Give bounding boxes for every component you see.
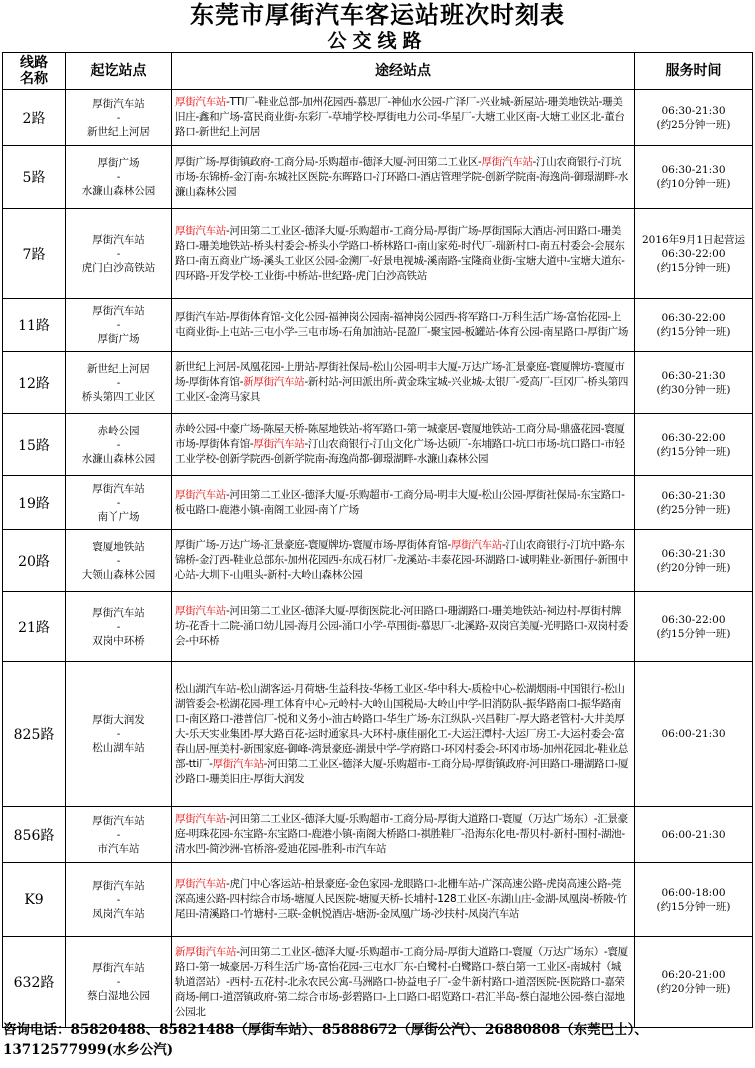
service-time-line: 06:30-22:00 xyxy=(661,312,726,324)
terminal-line: - xyxy=(116,376,121,389)
service-time-line: 06:30-21:30 xyxy=(661,547,726,560)
terminal-line: 凤岗汽车站 xyxy=(92,907,145,920)
terminal-line: 厚街汽车站 xyxy=(92,879,145,892)
service-time xyxy=(635,299,753,352)
stop-segment: 厚街广场-万达广场-汇景豪庭-寰厦牌坊-寰厦市场-厚街体育馆- xyxy=(175,539,451,551)
route-terminals xyxy=(66,299,172,352)
route-terminals xyxy=(66,209,172,299)
service-time xyxy=(635,937,753,1028)
service-time-line: (约10分钟一班) xyxy=(656,178,731,190)
service-time-line: (约20分钟一班) xyxy=(656,561,731,574)
service-time-line: 06:30-22:00 xyxy=(661,247,726,260)
route-row xyxy=(3,476,753,530)
route-terminals xyxy=(66,530,172,592)
service-time-line: 06:00-21:30 xyxy=(661,828,726,841)
route-row xyxy=(3,937,753,1028)
stop-segment: -新村站-河田派出所-黄金珠宝城-兴业城-太银厂-爱高厂-巨冈厂-桥头第四工业区-金湾马家具 xyxy=(175,376,629,403)
service-time-line: (约15分钟一班) xyxy=(656,627,731,640)
highlighted-station: 厚街汽车站 xyxy=(212,757,264,770)
terminal-line: - xyxy=(116,111,121,124)
service-time-line: (约20分钟一班) xyxy=(656,983,731,995)
service-time-line: (约15分钟一班) xyxy=(656,445,731,458)
route-row xyxy=(3,807,753,863)
terminal-line: 厚街广场 xyxy=(97,157,140,169)
service-time xyxy=(635,414,753,476)
route-name: 7路 xyxy=(3,209,66,299)
route-stops xyxy=(172,592,635,662)
route-row xyxy=(3,146,753,209)
route-name: 2路 xyxy=(3,90,66,146)
route-stops xyxy=(172,937,635,1028)
stop-segment: -河田第二工业区-德泽大厦-乐购超市-工商分局-厚街广场-厚街国际大酒店-河田路口-珊美路口-珊美地铁站-桥头村委会-桥头小学路口-桥林路口-南山家苑-时代厂-瑞新村口-南五村委会-会展东路口-南五商业广场-溪头工业区公园-金溯厂-好景电视城-溪南路-宝隆商业街-宝塘大道中-宝塘大道东-四环路-开发学校-工业街-中桥站-世纪路-虎门白沙高铁站 xyxy=(175,224,625,282)
service-time xyxy=(635,592,753,662)
terminal-line: 厚街汽车站 xyxy=(92,814,145,827)
route-name: 19路 xyxy=(3,476,66,530)
route-stops xyxy=(172,299,635,352)
service-time-line: (约15分钟一班) xyxy=(656,900,731,913)
header-stops: 途经站点 xyxy=(172,53,635,90)
route-terminals xyxy=(66,863,172,937)
terminal-line: 虎门白沙高铁站 xyxy=(81,261,156,274)
terminal-line: 桥头第四工业区 xyxy=(81,390,156,403)
service-time xyxy=(635,530,753,592)
terminal-line: - xyxy=(116,438,121,451)
stop-segment: 赤岭公园-中豪广场-陈屋天桥-陈屋地铁站-将军路口-第一城豪居-寰厦地铁站-工商分局-鼎盛花园-寰厦市场-厚街体育馆- xyxy=(175,423,625,450)
terminal-line: 大领山森林公园 xyxy=(81,568,156,581)
route-terminals xyxy=(66,937,172,1028)
service-time xyxy=(635,90,753,146)
terminal-line: 松山湖车站 xyxy=(92,742,145,754)
terminal-line: - xyxy=(116,976,121,988)
service-time-line: 06:30-21:30 xyxy=(661,489,726,502)
terminal-line: - xyxy=(116,171,121,183)
page-title: 东莞市厚街汽车客运站班次时刻表 xyxy=(190,0,565,29)
route-stops xyxy=(172,530,635,592)
route-row xyxy=(3,90,753,146)
highlighted-station: 新厚街汽车站 xyxy=(175,945,237,958)
service-time-line: 06:30-22:00 xyxy=(661,431,726,444)
route-stops xyxy=(172,476,635,530)
service-time xyxy=(635,352,753,414)
route-name: K9 xyxy=(3,863,66,937)
route-stops xyxy=(172,352,635,414)
terminal-line: 厚街汽车站 xyxy=(92,962,145,974)
terminal-line: - xyxy=(116,554,121,567)
terminal-line: 双岗中环桥 xyxy=(92,634,145,647)
route-row xyxy=(3,209,753,299)
route-stops xyxy=(172,807,635,863)
header-route: 线路 名称 xyxy=(3,53,66,90)
service-time-line: 06:30-21:30 xyxy=(661,164,726,176)
service-time xyxy=(635,476,753,530)
route-row xyxy=(3,299,753,352)
terminal-line: - xyxy=(116,247,121,260)
terminal-line: 厚街大润发 xyxy=(92,714,145,726)
service-time xyxy=(635,209,753,299)
route-row xyxy=(3,414,753,476)
highlighted-station: 厚街汽车站 xyxy=(175,878,226,890)
service-time-line: 06:30-21:30 xyxy=(661,369,726,382)
contact-footer: 咨询电话：85820488、85821488（厚街车站）、85888672（厚街公汽）、26880808（东莞巴士）、13712577999(水乡公汽) xyxy=(3,1022,648,1058)
terminal-line: 厚街汽车站 xyxy=(92,606,145,619)
terminal-line: 水濂山森林公园 xyxy=(81,185,156,197)
terminal-line: 南丫广场 xyxy=(97,510,140,523)
terminal-line: 厚街汽车站 xyxy=(92,233,145,246)
terminal-line: 水濂山森林公园 xyxy=(81,452,156,465)
highlighted-station: 厚街汽车站 xyxy=(450,539,502,551)
service-time-line: (约15分钟一班) xyxy=(656,326,731,338)
stop-segment: -河田第二工业区-德泽大厦-乐购超市-工商分局-厚街镇政府-河田路口-珊湖路口-厦沙路口-珊美旧庄-厚街大润发 xyxy=(175,757,629,785)
service-time-line: 06:00-21:30 xyxy=(661,728,726,740)
highlighted-station: 厚街汽车站 xyxy=(175,605,226,617)
service-time-line: (约30分钟一班) xyxy=(656,383,731,396)
route-row xyxy=(3,863,753,937)
highlighted-station: 厚街汽车站 xyxy=(253,438,305,450)
stop-segment: -汀山农商银行-汀坑中路-东锦桥-金汀西-鞋业总部东-加州花园西-东成石材厂-龙溪站-丰泰花园-环湖路口-诚明鞋业-新围仔-新围中心站-大圳下-山咀头-新村-大岭山森林公园 xyxy=(175,539,629,581)
stop-segment: 松山湖汽车站-松山湖客运-月荷塘-生益科技-华杨工业区-华中科大-质检中心-松湖烟雨-中国银行-松山湖管委会-松湖花园-理工体育中心-元岭村-大岭山国税局-大岭山中学-旧消防队-振华路南口-振华路南口-南区路口-港普信厂-悦和义务小-油古岭路口-华生广场-东江纵队-兴昌鞋厂-厚大路老管村-大井美厚大-乐天实业集团-厚大路百花-运时通家具-大环村-康佳丽化工-大运汪潭村-大运厂房工-大运村委会-富春山居-厘美村-新围家庭-御峰-湾景豪庭-湖景中学-学府路口-环冈村委会-环冈市场-加州花园北-鞋业总部-tti厂- xyxy=(175,682,629,770)
route-name: 5路 xyxy=(3,146,66,209)
stop-segment: -河田第二工业区-德泽大厦-厚街医院北-河田路口-珊湖路口-珊美地铁站-祠边村-厚街村牌坊-花香十二院-涌口幼儿园-海月公园-涌口小学-草围街-慕思厂-北溪路-双岗宫美厦-光明路口-双岗村委会-中环桥 xyxy=(175,605,629,647)
terminal-line: 厚街汽车站 xyxy=(92,482,145,495)
route-terminals xyxy=(66,352,172,414)
service-time-line: 06:30-22:00 xyxy=(661,613,726,626)
table-header-row xyxy=(3,53,753,90)
stop-segment: 厚街汽车站-厚街体育馆-文化公园-福神岗公园南-福神岗公园西-将军路口-万科生活广场-富怡花园-上屯商业街-上屯站-三屯小学-三屯市场-石角加油站-昆盈厂-聚宝园-板罐站-体育公园-南星路口-厚街广场 xyxy=(175,311,629,338)
route-name: 20路 xyxy=(3,530,66,592)
route-row xyxy=(3,662,753,807)
page-subtitle: 公交线路 xyxy=(327,30,428,52)
service-time-line: (约15分钟一班) xyxy=(656,261,731,274)
service-time-line: (约25分钟一班) xyxy=(656,503,731,516)
terminal-line: - xyxy=(116,828,121,841)
service-time xyxy=(635,146,753,209)
route-row xyxy=(3,530,753,592)
route-name: 856路 xyxy=(3,807,66,863)
service-time-line: 06:00-18:00 xyxy=(661,886,726,899)
terminal-line: - xyxy=(116,496,121,509)
route-name: 825路 xyxy=(3,662,66,807)
terminal-line: 厚街汽车站 xyxy=(92,97,145,110)
route-terminals xyxy=(66,662,172,807)
terminal-line: - xyxy=(116,728,121,740)
highlighted-station: 新厚街汽车站 xyxy=(243,376,305,388)
terminal-line: 赤岭公园 xyxy=(97,424,140,437)
stop-segment: 厚街广场-厚街镇政府-工商分局-乐购超市-德泽大厦-河田第二工业区- xyxy=(175,155,482,168)
header-service: 服务时间 xyxy=(635,53,753,90)
terminal-line: 新世纪上河居 xyxy=(87,125,150,138)
route-name: 11路 xyxy=(3,299,66,352)
route-stops xyxy=(172,90,635,146)
service-time-line: 06:20-21:00 xyxy=(661,969,726,981)
terminal-line: 寰厦地铁站 xyxy=(92,540,145,553)
route-stops xyxy=(172,209,635,299)
route-stops xyxy=(172,662,635,807)
highlighted-station: 厚街汽车站 xyxy=(175,96,226,108)
route-name: 21路 xyxy=(3,592,66,662)
route-terminals xyxy=(66,414,172,476)
route-stops xyxy=(172,863,635,937)
highlighted-station: 厚街汽车站 xyxy=(175,813,226,825)
route-stops xyxy=(172,146,635,209)
highlighted-station: 厚街汽车站 xyxy=(175,488,226,501)
terminal-line: 市汽车站 xyxy=(97,842,140,855)
terminal-line: 蔡白湿地公园 xyxy=(87,990,150,1002)
stop-segment: -虎门中心客运站-柏景豪庭-金色家园-龙眼路口-北栅车站-广深高速公路-虎岗高速公路-莞深高速公路-四村综合市场-塘厦人民医院-塘厦天桥-长埔村-128工业区-东湖山庄-金湖-凤凰岗-桥陂-竹尾田-清溪路口-竹塘村-三联-金帆悦酒店-塘沥-金凤凰广场-沙扶村-凤岗汽车站 xyxy=(175,878,627,920)
terminal-line: - xyxy=(116,620,121,633)
route-terminals xyxy=(66,807,172,863)
header-terminals: 起讫站点 xyxy=(66,53,172,90)
service-time-line: (约25分钟一班) xyxy=(656,118,731,131)
service-time-line: 2016年9月1日起营运 xyxy=(641,233,746,246)
stop-segment: -汀山农商银行-汀坑市场-东锦桥-金汀南-东城社区医院-东晖路口-汀环路口-酒店管理学院-创新学院南-海逸尚-御璟湖畔-水濂山森林公园 xyxy=(175,155,629,198)
stop-segment: -TTI厂-鞋业总部-加州花园西-慕思厂-神仙水公园-广泽厂-兴业城-新屋站-珊美地铁站-珊美旧庄-鑫和广场-富民商业街-东彩厂-草埔学校-厚街电力公司-华星厂-大塘工业区南-大塘工业区北-董台路口-新世纪上河居 xyxy=(175,96,625,138)
route-stops xyxy=(172,414,635,476)
route-terminals xyxy=(66,90,172,146)
route-name: 632路 xyxy=(3,937,66,1028)
route-terminals xyxy=(66,476,172,530)
route-row xyxy=(3,352,753,414)
terminal-line: - xyxy=(116,319,121,331)
terminal-line: 新世纪上河居 xyxy=(87,362,150,375)
route-terminals xyxy=(66,592,172,662)
highlighted-station: 厚街汽车站 xyxy=(175,224,226,237)
route-terminals xyxy=(66,146,172,209)
service-time xyxy=(635,662,753,807)
stop-segment: -河田第二工业区-德泽大厦-乐购超市-工商分局-明丰大厦-松山公园-厚街社保局-东宝路口-板屯路口-鹿港小镇-南阁工业园-南丫广场 xyxy=(175,488,625,516)
service-time xyxy=(635,863,753,937)
terminal-line: - xyxy=(116,893,121,906)
service-time-line: 06:30-21:30 xyxy=(661,104,726,117)
highlighted-station: 厚街汽车站 xyxy=(481,155,533,168)
terminal-line: 厚街汽车站 xyxy=(92,305,145,317)
stop-segment: 新世纪上河居-凤凰花园-上册站-厚街社保局-松山公园-明丰大厦-万达广场-汇景豪庭-寰厦牌坊-寰厦市场-厚街体育馆- xyxy=(175,361,625,388)
route-row xyxy=(3,592,753,662)
stop-segment: -汀山农商银行-汀山文化广场-达硕厂-东埔路口-坑口市场-坑口路口-市轻工业学校-创新学院西-创新学院南-海逸尚都-御璟湖畔-水濂山森林公园 xyxy=(175,438,625,465)
route-name: 12路 xyxy=(3,352,66,414)
service-time xyxy=(635,807,753,863)
stop-segment: -河田第二工业区-德泽大厦-乐购超市-工商分局-厚街大道路口-寰厦（万达广场东）-汇景豪庭-明珠花园-东宝路-东宝路口-鹿港小镇-南阁大桥路口-祺胜鞋厂-沿海东化电-帮贝村-新村-围村-湖池-清水凹-简沙洲-官桥溶-爱迪花园-胜利-市汽车站 xyxy=(175,813,628,855)
route-name: 15路 xyxy=(3,414,66,476)
terminal-line: 厚街广场 xyxy=(97,333,140,345)
stop-segment: -河田第二工业区-德泽大厦-乐购超市-工商分局-厚街大道路口-寰厦（万达广场东）-寰厦路口-第一城豪居-万科生活广场-富怡花园-三屯水厂东-白鹭村-白鹭路口-蔡白第一工业区-南城村（城轨道滘站）-西村-五花村-北永农民公寓-马洲路口-协益电子厂-金牛新村路口-道滘医院-医院路口-嘉荣商场-闸口-道滘镇政府-第二综合市场-彭碧路口-上口路口-昭览路口-君汇半岛-蔡白湿地公园-蔡白湿地公园北 xyxy=(175,945,628,1018)
schedule-table xyxy=(2,52,753,1028)
